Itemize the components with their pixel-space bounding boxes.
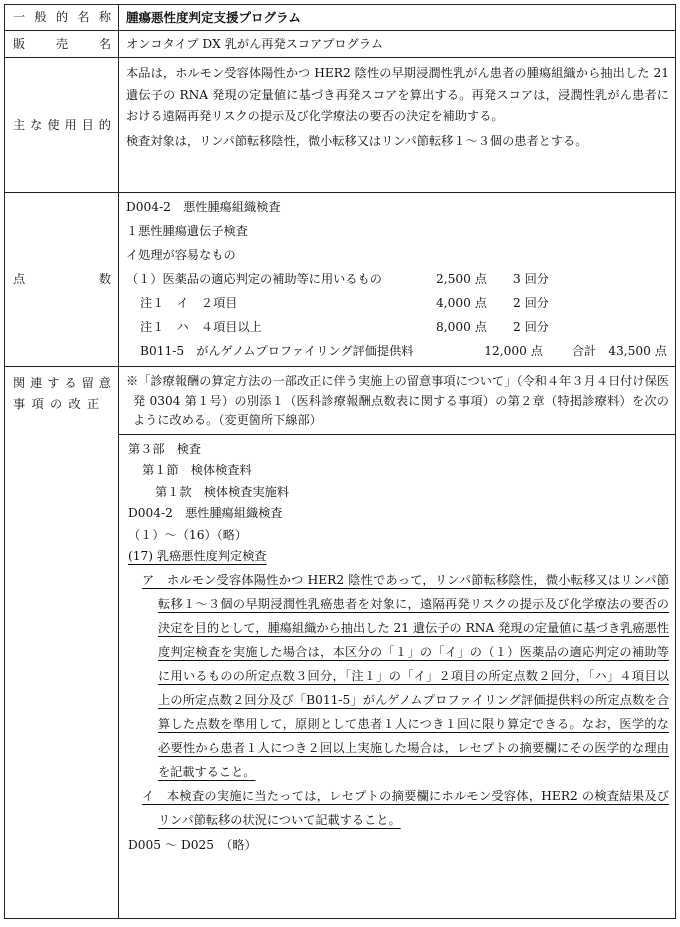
revision-subsubsection: 第１款 検体検査実施料 xyxy=(155,484,290,499)
points-item-times: 2 回分 xyxy=(512,296,549,310)
revision-subsection: 第１節 検体検査料 xyxy=(142,463,252,477)
revision-code: D004-2 悪性腫瘍組織検査 xyxy=(128,506,283,520)
revision-item-i: イ 本検査の実施に当たっては，レセプトの摘要欄にホルモン受容体，HER2 の検査結果及びリンパ節転移の状況について記載すること。 xyxy=(142,788,669,827)
points-category-line: １悪性腫瘍遺伝子検査 xyxy=(126,224,248,238)
revision-section: 第３部 検査 xyxy=(128,441,202,456)
points-label: 点 数 xyxy=(13,272,111,286)
sales-name-label: 販 売 名 xyxy=(13,36,111,51)
points-item-row xyxy=(126,339,667,363)
points-subcategory-line: イ処理が容易なもの xyxy=(126,248,236,262)
points-item-text: （１）医薬品の適応判定の補助等に用いるもの xyxy=(126,272,382,286)
sales-name-value-cell xyxy=(119,31,676,58)
points-item-row xyxy=(126,291,667,315)
sales-name-value: オンコタイプ DX 乳がん再発スコアプログラム xyxy=(126,36,384,51)
points-code-line: D004-2 悪性腫瘍組織検査 xyxy=(126,200,281,214)
points-item-text: 注１ イ ２項目 xyxy=(140,296,238,310)
revision-omitted-range: （１）～（16）（略） xyxy=(128,527,248,542)
points-value-cell xyxy=(119,193,676,367)
revision-note: ※「診療報酬の算定方法の一部改正に伴う実施上の留意事項について」（令和４年３月４日付け保医発 0304 第１号）の別添１（医科診療報酬点数表に関する事項）の第２章（特掲診療料）を次のように改める。（変更箇所下線部） xyxy=(126,374,669,427)
revision-item-a: ア ホルモン受容体陽性かつ HER2 陰性であって，リンパ節転移陰性，微小転移又はリンパ節転移１～３個の早期浸潤性乳癌患者を対象に，遠隔再発リスクの提示及び化学療法の要否の決定を目的として，腫瘍組織から抽出した 21 遺伝子の RNA 発現の定量値に基づき乳癌悪性度判定検査を実施した場合は，本区分の「１」の「イ」の（１）医薬品の適応判定の補助等に用いるものの所定点数３回分，「注１」の「イ」２項目の所定点数２回分，「ハ」４項目以上の所定点数２回分及び「B011-5」がんゲノムプロファイリング評価提供料の所定点数を合算した点数を準用して，原則として患者１人につき１回に限り算定できる。なお，医学的な必要性から患者１人につき２回以上実施した場合は，レセプトの摘要欄にその医学的な理由を記載すること。 xyxy=(142,572,669,779)
general-name-label-cell xyxy=(5,5,119,31)
points-item-row xyxy=(126,267,667,291)
purpose-label-cell xyxy=(5,58,119,193)
purpose-text: 本品は，ホルモン受容体陽性かつ HER2 陰性の早期浸潤性乳がん患者の腫瘍組織から抽出した 21 遺伝子の RNA 発現の定量値に基づき再発スコアを算出する。再発スコアは，浸潤性乳がん患者における遠隔再発リスクの提示及び化学療法の要否の決定を補助する。 xyxy=(126,66,669,123)
points-item-text: 注１ ハ ４項目以上 xyxy=(140,320,262,334)
points-item-points: 8,000 点 xyxy=(436,320,487,334)
device-info-table xyxy=(4,4,676,919)
points-total: 合計 43,500 点 xyxy=(571,344,667,358)
points-item-points: 4,000 点 xyxy=(436,296,487,310)
points-item-points: 2,500 点 xyxy=(436,272,487,286)
points-label-cell xyxy=(5,193,119,367)
revision-item17-title: (17) 乳癌悪性度判定検査 xyxy=(128,549,267,563)
points-item-row xyxy=(126,315,667,339)
revision-body-cell xyxy=(119,434,676,918)
purpose-target-text: 検査対象は，リンパ節転移陰性，微小転移又はリンパ節転移１～３個の患者とする。 xyxy=(126,133,588,148)
revision-label: 関 連 す る 留 意 事 項 の 改 正 xyxy=(13,376,111,411)
purpose-value-cell xyxy=(119,58,676,193)
general-name-value-cell xyxy=(119,5,676,31)
points-item-points: 12,000 点 xyxy=(484,344,543,358)
sales-name-label-cell xyxy=(5,31,119,58)
general-name-value: 腫瘍悪性度判定支援プログラム xyxy=(126,10,301,25)
revision-note-cell xyxy=(119,367,676,435)
purpose-label: 主 な 使 用 目 的 xyxy=(13,117,111,132)
points-item-times: 2 回分 xyxy=(512,320,549,334)
revision-label-cell xyxy=(5,367,119,919)
points-item-times: 3 回分 xyxy=(512,272,549,286)
revision-omitted-end: D005 ～ D025 （略） xyxy=(128,837,257,852)
general-name-label: 一 般 的 名 称 xyxy=(13,10,111,24)
points-item-text: B011-5 がんゲノムプロファイリング評価提供料 xyxy=(140,344,414,358)
